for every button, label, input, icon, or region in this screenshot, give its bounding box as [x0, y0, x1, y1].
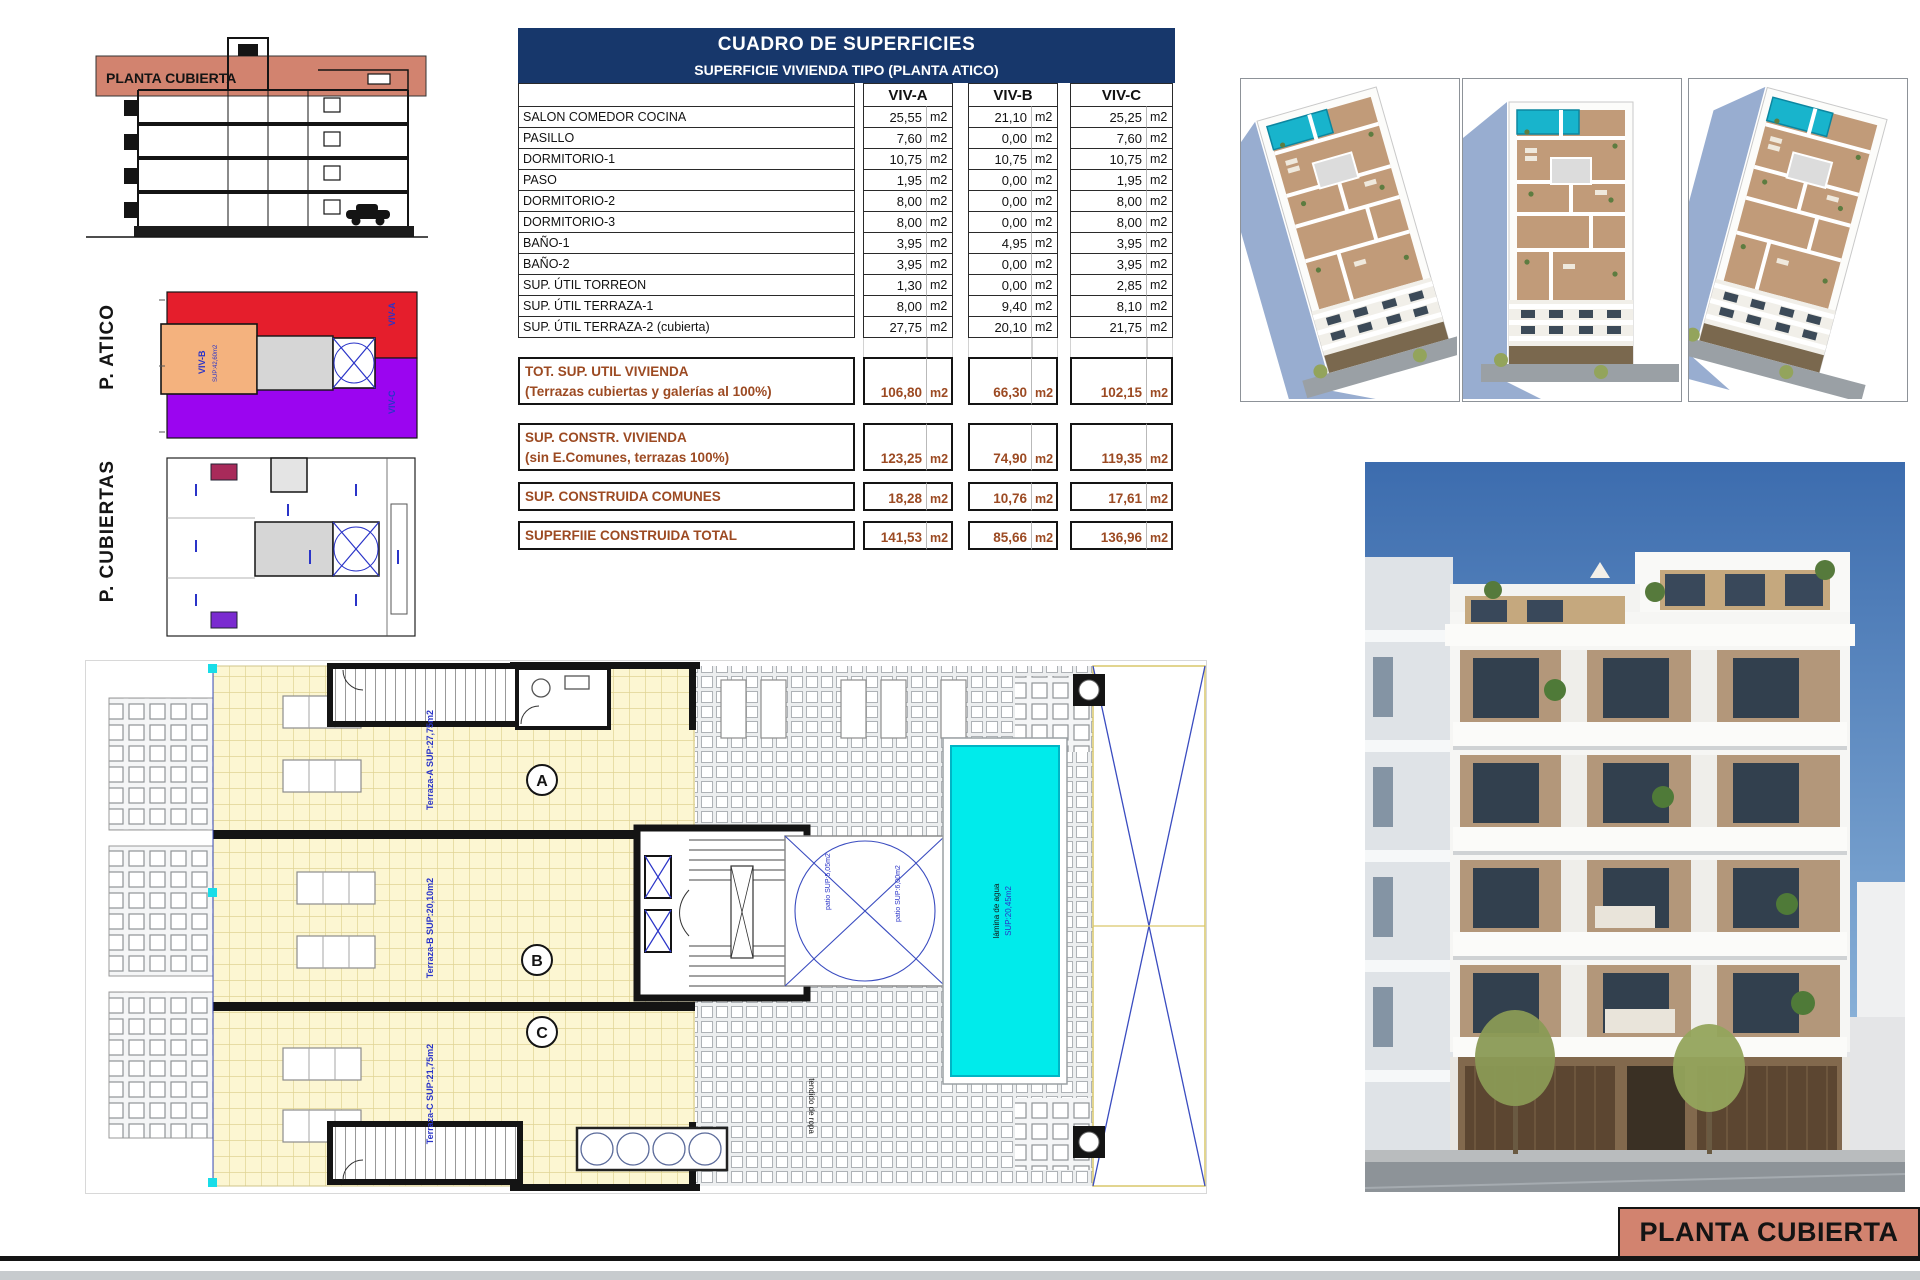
row-unit-c: m2 — [1147, 316, 1173, 338]
row-unit-a: m2 — [927, 148, 953, 170]
summary-value-c: 17,61 — [1070, 482, 1147, 511]
row-unit-c: m2 — [1147, 232, 1173, 254]
terraza-c-label: Terraza-C SUP:21,75m2 — [425, 1043, 435, 1145]
row-value-a: 3,95 — [863, 232, 927, 254]
viv-c-label: VIV-C — [387, 390, 397, 414]
row-value-b: 9,40 — [968, 295, 1032, 317]
row-unit-b: m2 — [1032, 274, 1058, 296]
unit-c-marker: C — [536, 1025, 548, 1042]
bottom-gray-strip — [0, 1271, 1920, 1280]
table-row — [518, 253, 1175, 275]
row-unit-c: m2 — [1147, 190, 1173, 212]
summary-value-c: 119,35 — [1070, 423, 1147, 471]
unit-a-marker: A — [536, 773, 548, 790]
pool-label: lámina de agua — [992, 883, 1001, 939]
col-viv-a: VIV-A — [863, 83, 953, 107]
table-row — [518, 190, 1175, 212]
row-unit-a: m2 — [927, 316, 953, 338]
roof-plan-svg — [85, 660, 1207, 1194]
viv-b-sup-label: SUP:42,60m2 — [213, 344, 219, 382]
table-row — [518, 274, 1175, 296]
row-value-c: 3,95 — [1070, 232, 1147, 254]
row-value-a: 8,00 — [863, 295, 927, 317]
row-value-c: 1,95 — [1070, 169, 1147, 191]
surfaces-table — [518, 28, 1175, 549]
row-label: PASO — [518, 169, 855, 191]
row-unit-b: m2 — [1032, 127, 1058, 149]
p-cubiertas-svg — [159, 454, 421, 644]
p-atico-svg — [159, 290, 421, 442]
row-value-b: 0,00 — [968, 190, 1032, 212]
row-unit-b: m2 — [1032, 295, 1058, 317]
row-value-b: 4,95 — [968, 232, 1032, 254]
terraza-b-label: Terraza-B SUP:20,10m2 — [425, 877, 435, 979]
row-label: SUP. ÚTIL TERRAZA-2 (cubierta) — [518, 316, 855, 338]
row-unit-c: m2 — [1147, 169, 1173, 191]
summary-value-b: 10,76 — [968, 482, 1032, 511]
col-viv-b: VIV-B — [968, 83, 1058, 107]
row-unit-b: m2 — [1032, 253, 1058, 275]
viv-b-label: VIV-B — [197, 350, 207, 374]
row-unit-b: m2 — [1032, 169, 1058, 191]
row-value-c: 2,85 — [1070, 274, 1147, 296]
p-atico-diagram — [95, 286, 435, 454]
row-unit-a: m2 — [927, 127, 953, 149]
row-label: SUP. ÚTIL TERRAZA-1 — [518, 295, 855, 317]
row-unit-b: m2 — [1032, 190, 1058, 212]
building-section-drawing — [78, 30, 438, 275]
row-label: DORMITORIO-2 — [518, 190, 855, 212]
row-value-b: 0,00 — [968, 253, 1032, 275]
row-value-c: 10,75 — [1070, 148, 1147, 170]
row-value-b: 20,10 — [968, 316, 1032, 338]
row-unit-a: m2 — [927, 232, 953, 254]
unit-b-marker: B — [531, 953, 543, 970]
row-label: DORMITORIO-1 — [518, 148, 855, 170]
summary-value-a: 18,28 — [863, 482, 927, 511]
table-body — [518, 106, 1175, 338]
row-value-c: 8,00 — [1070, 211, 1147, 233]
row-unit-c: m2 — [1147, 274, 1173, 296]
row-value-b: 21,10 — [968, 106, 1032, 128]
row-value-a: 3,95 — [863, 253, 927, 275]
row-unit-b: m2 — [1032, 316, 1058, 338]
row-unit-c: m2 — [1147, 211, 1173, 233]
p-atico-label: P. ATICO — [97, 304, 118, 390]
row-unit-c: m2 — [1147, 127, 1173, 149]
sheet-title: PLANTA CUBIERTA — [1639, 1217, 1899, 1247]
row-label: BAÑO-2 — [518, 253, 855, 275]
table-row — [518, 232, 1175, 254]
summary-value-b: 74,90 — [968, 423, 1032, 471]
row-value-a: 1,30 — [863, 274, 927, 296]
summary-value-b: 85,66 — [968, 521, 1032, 550]
row-value-c: 3,95 — [1070, 253, 1147, 275]
row-value-a: 25,55 — [863, 106, 927, 128]
summary-label: SUPERFIIE CONSTRUIDA TOTAL — [518, 521, 855, 550]
row-unit-c: m2 — [1147, 148, 1173, 170]
row-value-b: 10,75 — [968, 148, 1032, 170]
summary-constr-vivienda: SUP. CONSTR. VIVIENDA (sin E.Comunes, terrazas 100%) 123,25 m2 74,90 m2 119,35 m2 — [518, 423, 1175, 471]
summary-value-a: 123,25 — [863, 423, 927, 471]
column-header-row — [518, 83, 1175, 107]
row-unit-b: m2 — [1032, 211, 1058, 233]
summary-label: SUP. CONSTR. VIVIENDA — [525, 430, 687, 445]
row-value-b: 0,00 — [968, 169, 1032, 191]
table-header — [518, 28, 1175, 83]
row-unit-a: m2 — [927, 169, 953, 191]
row-unit-a: m2 — [927, 211, 953, 233]
row-value-b: 0,00 — [968, 127, 1032, 149]
summary-total-util: TOT. SUP. UTIL VIVIENDA (Terrazas cubiertas y galerías al 100%) 106,80 m2 66,30 m2 102,15 m2 — [518, 357, 1175, 405]
table-row — [518, 127, 1175, 149]
aerial-render-1 — [1240, 78, 1460, 402]
row-unit-c: m2 — [1147, 106, 1173, 128]
row-value-c: 21,75 — [1070, 316, 1147, 338]
row-value-c: 8,00 — [1070, 190, 1147, 212]
row-value-c: 25,25 — [1070, 106, 1147, 128]
row-value-c: 8,10 — [1070, 295, 1147, 317]
row-label: SALON COMEDOR COCINA — [518, 106, 855, 128]
summary-label: SUP. CONSTRUIDA COMUNES — [518, 482, 855, 511]
summary-value-c: 136,96 — [1070, 521, 1147, 550]
row-unit-c: m2 — [1147, 253, 1173, 275]
aerial-render-2 — [1462, 78, 1682, 402]
sheet-title-box — [1618, 1207, 1920, 1258]
patio-1-label: patio SUP:5,05m2 — [825, 853, 832, 910]
summary-value-a: 141,53 — [863, 521, 927, 550]
row-value-a: 8,00 — [863, 211, 927, 233]
viv-a-label: VIV-A — [387, 302, 397, 326]
row-label: PASILLO — [518, 127, 855, 149]
table-row — [518, 169, 1175, 191]
table-row — [518, 295, 1175, 317]
summary-value-a: 106,80 — [863, 357, 927, 405]
empty-header-cell — [518, 83, 855, 107]
aerial-render-3 — [1688, 78, 1908, 402]
row-value-a: 8,00 — [863, 190, 927, 212]
summary-constr-comunes: SUP. CONSTRUIDA COMUNES 18,28 m2 10,76 m2 17,61 m2 — [518, 482, 1175, 510]
row-unit-a: m2 — [927, 295, 953, 317]
terraza-a-label: Terraza-A SUP:27,75m2 — [425, 709, 435, 811]
col-viv-c: VIV-C — [1070, 83, 1173, 107]
row-unit-b: m2 — [1032, 148, 1058, 170]
table-subtitle: SUPERFICIE VIVIENDA TIPO (PLANTA ATICO) — [694, 62, 999, 78]
section-svg — [78, 30, 438, 275]
patio-2-label: patio SUP:6,00m2 — [895, 865, 902, 922]
row-unit-a: m2 — [927, 274, 953, 296]
table-row — [518, 211, 1175, 233]
row-value-a: 27,75 — [863, 316, 927, 338]
row-unit-b: m2 — [1032, 232, 1058, 254]
table-title: CUADRO DE SUPERFICIES — [717, 34, 976, 55]
table-row — [518, 316, 1175, 338]
summary-constr-total: SUPERFIIE CONSTRUIDA TOTAL 141,53 m2 85,66 m2 136,96 m2 — [518, 521, 1175, 549]
summary-value-c: 102,15 — [1070, 357, 1147, 405]
row-value-a: 10,75 — [863, 148, 927, 170]
row-unit-b: m2 — [1032, 106, 1058, 128]
row-unit-a: m2 — [927, 190, 953, 212]
planta-cubierta-band-label: PLANTA CUBIERTA — [106, 70, 237, 86]
spacer-row — [518, 338, 1175, 359]
table-row — [518, 106, 1175, 128]
table-row — [518, 148, 1175, 170]
p-cubiertas-diagram — [95, 450, 435, 650]
roof-floor-plan — [85, 660, 1207, 1194]
row-value-a: 7,60 — [863, 127, 927, 149]
row-value-c: 7,60 — [1070, 127, 1147, 149]
row-unit-a: m2 — [927, 253, 953, 275]
pool-sup-label: SUP:20,45m2 — [1004, 886, 1013, 936]
summary-value-b: 66,30 — [968, 357, 1032, 405]
row-label: DORMITORIO-3 — [518, 211, 855, 233]
laundry-area-label: tendido de ropa — [807, 1078, 816, 1134]
row-value-a: 1,95 — [863, 169, 927, 191]
facade-render — [1365, 462, 1905, 1192]
car-glyph — [346, 204, 390, 226]
title-block-line — [0, 1256, 1920, 1261]
summary-sublabel: (Terrazas cubiertas y galerías al 100%) — [525, 383, 772, 399]
p-cubiertas-label: P. CUBIERTAS — [97, 460, 118, 603]
row-label: BAÑO-1 — [518, 232, 855, 254]
row-value-b: 0,00 — [968, 211, 1032, 233]
summary-label: TOT. SUP. UTIL VIVIENDA — [525, 364, 689, 379]
row-unit-a: m2 — [927, 106, 953, 128]
summary-sublabel: (sin E.Comunes, terrazas 100%) — [525, 449, 730, 465]
row-label: SUP. ÚTIL TORREON — [518, 274, 855, 296]
row-value-b: 0,00 — [968, 274, 1032, 296]
row-unit-c: m2 — [1147, 295, 1173, 317]
